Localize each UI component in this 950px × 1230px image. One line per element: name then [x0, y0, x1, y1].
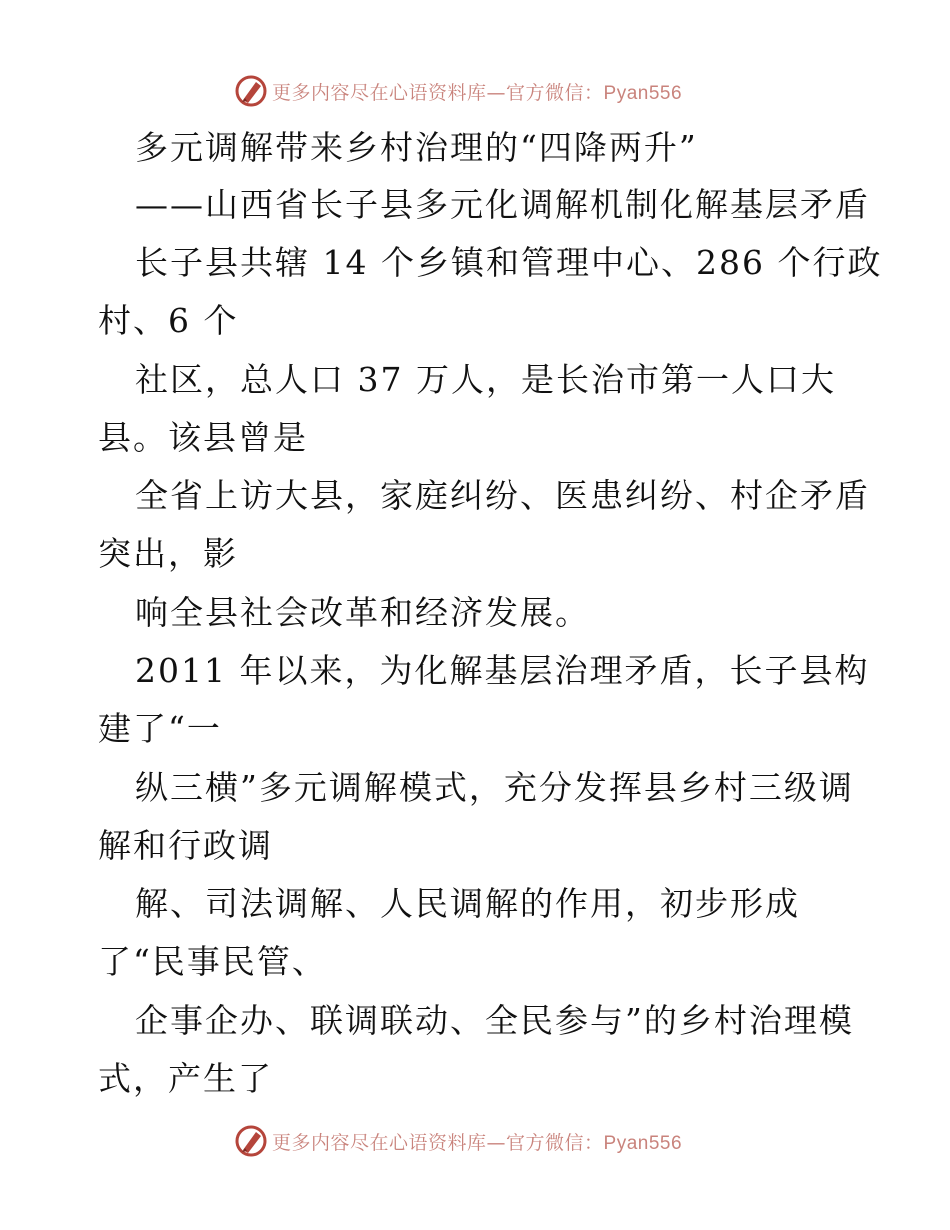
watermark-text: 更多内容尽在心语资料库—官方微信：Pyan556: [272, 1131, 683, 1154]
header-watermark: [234, 73, 682, 109]
text-line: 解、司法调解、人民调解的作用，初步形成: [135, 884, 800, 923]
document-subtitle: ——山西省长子县多元化调解机制化解基层矛盾: [135, 185, 870, 224]
footer-watermark: [234, 1123, 682, 1159]
text-line: 式，产生了: [98, 1059, 273, 1098]
pen-logo-icon: [234, 1124, 268, 1158]
text-line: 村、6 个: [98, 301, 239, 340]
text-line: 建了“一: [98, 709, 222, 748]
document-title: 多元调解带来乡村治理的“四降两升”: [135, 128, 698, 167]
text-line: 纵三横”多元调解模式，充分发挥县乡村三级调: [135, 768, 854, 807]
text-line: 了“民事民管、: [98, 942, 327, 981]
text-line: 县。该县曾是: [98, 418, 308, 457]
text-line: 解和行政调: [98, 826, 273, 865]
text-line: 突出，影: [98, 534, 238, 573]
watermark-text: 更多内容尽在心语资料库—官方微信：Pyan556: [272, 81, 683, 104]
text-line: 全省上访大县，家庭纠纷、医患纠纷、村企矛盾: [135, 476, 870, 515]
text-line: 企事企办、联调联动、全民参与”的乡村治理模: [135, 1001, 854, 1040]
text-line: 长子县共辖 14 个乡镇和管理中心、286 个行政: [135, 243, 883, 282]
text-line: 2011 年以来，为化解基层治理矛盾，长子县构: [135, 651, 870, 690]
text-line: 社区，总人口 37 万人，是长治市第一人口大: [135, 360, 836, 399]
pen-logo-icon: [234, 74, 268, 108]
text-line: 响全县社会改革和经济发展。: [135, 593, 590, 632]
